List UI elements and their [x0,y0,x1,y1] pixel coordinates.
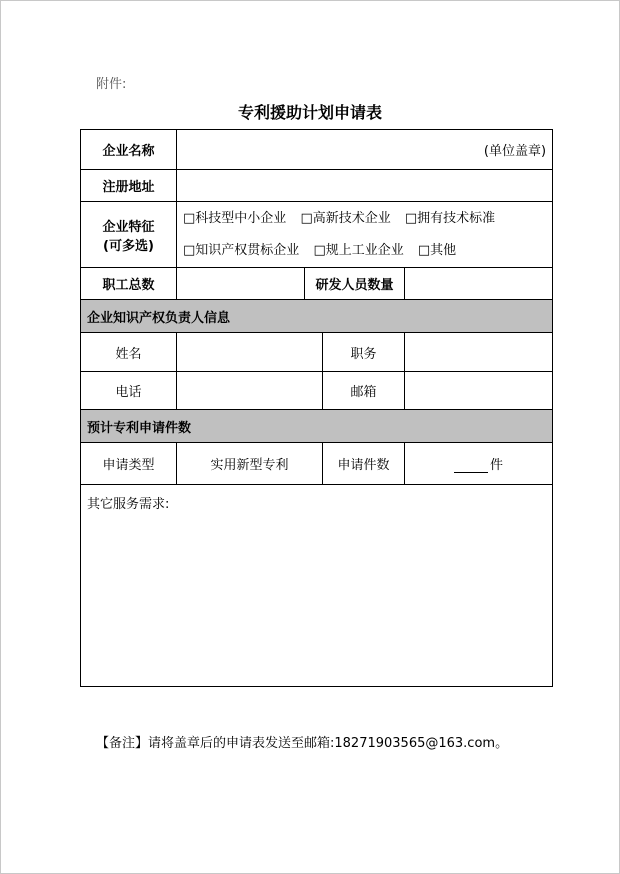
other-needs-field[interactable] [81,485,553,687]
contact-name-field[interactable] [177,333,323,372]
option-high-tech[interactable]: □高新技术企业 [300,210,391,226]
application-count-label: 申请件数 [323,443,405,485]
count-blank[interactable] [454,458,488,473]
ip-section-header: 企业知识产权负责人信息 [81,300,553,333]
address-field[interactable] [177,170,553,202]
feature-label [81,202,177,268]
application-form [80,129,553,687]
page-title: 专利援助计划申请表 [237,103,382,122]
option-tech-standard[interactable]: □拥有技术标准 [404,210,496,226]
address-label: 注册地址 [81,170,177,202]
option-ip-standard[interactable]: □知识产权贯标企业 [183,242,300,258]
application-type-label: 申请类型 [81,443,177,485]
feature-options-row-2 [183,235,546,267]
company-name-label: 企业名称 [81,130,177,170]
contact-name-label: 姓名 [81,333,177,372]
feature-label-main: 企业特征 [102,219,155,235]
feature-options-row-1 [183,203,546,235]
position-label: 职务 [323,333,405,372]
feature-options [177,202,553,268]
phone-label: 电话 [81,372,177,410]
staff-total-field[interactable] [177,268,305,300]
email-label: 邮箱 [323,372,405,410]
position-field[interactable] [405,333,553,372]
option-above-scale[interactable]: □规上工业企业 [313,242,404,258]
phone-field[interactable] [177,372,323,410]
email-field[interactable] [405,372,553,410]
count-unit: 件 [490,458,504,473]
feature-label-sub: (可多选) [103,238,154,254]
company-name-field[interactable] [177,130,553,170]
application-type-value: 实用新型专利 [177,443,323,485]
application-count-field[interactable] [405,443,553,485]
footer-note: 【备注】请将盖章后的申请表发送至邮箱:18271903565@163.com。 [96,736,509,751]
other-needs-label: 其它服务需求: [87,497,170,512]
patent-section-header: 预计专利申请件数 [81,410,553,443]
option-tech-sme[interactable]: □科技型中小企业 [183,210,287,226]
rd-staff-label: 研发人员数量 [305,268,405,300]
option-other[interactable]: □其他 [417,242,457,258]
rd-staff-field[interactable] [405,268,553,300]
attachment-label: 附件: [96,77,127,92]
seal-note: (单位盖章) [483,144,547,159]
staff-total-label: 职工总数 [81,268,177,300]
